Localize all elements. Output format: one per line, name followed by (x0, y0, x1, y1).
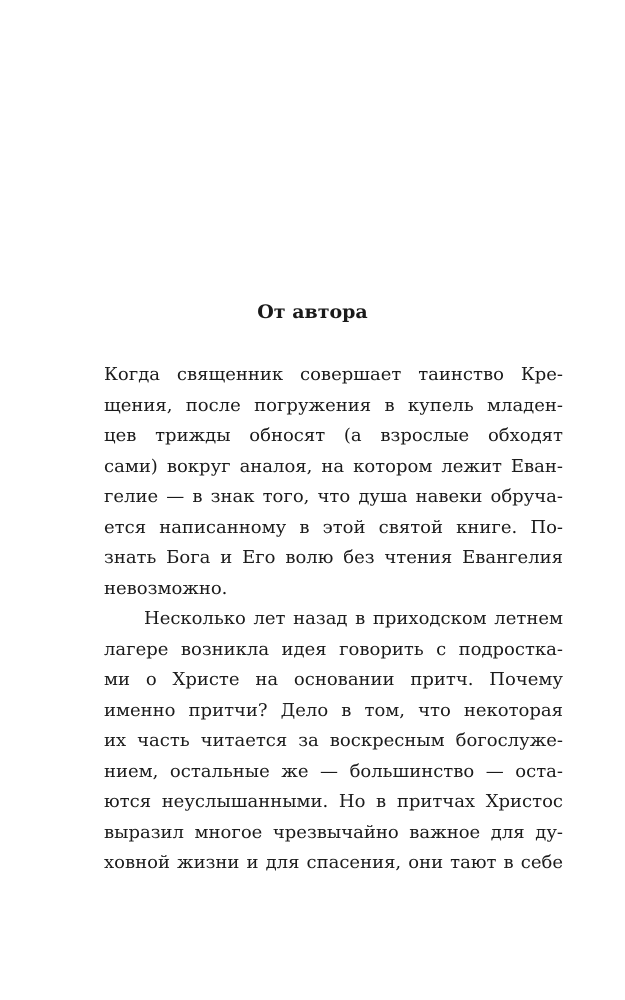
text-line: именно притчи? Дело в том, что некоторая (104, 699, 563, 721)
text-line: Когда священник совершает таинство Кре- (104, 364, 563, 385)
text-line: знать Бога и Его волю без чтения Евангелия (104, 547, 563, 568)
text-line: нием, остальные же — большинство — оста- (104, 760, 563, 782)
text-line: сами) вокруг аналоя, на котором лежит Еван- (104, 455, 563, 477)
paragraph-2 (104, 604, 563, 879)
text-line: щения, после погружения в купель младен- (104, 394, 563, 416)
text-line: выразил многое чрезвычайно важное для ду- (104, 821, 563, 843)
text-line: ется написанному в этой святой книге. По- (104, 516, 563, 538)
section-heading: От автора (257, 301, 368, 323)
text-line: Несколько лет назад в приходском летнем (144, 608, 563, 629)
text-line: невозможно. (104, 577, 228, 599)
body-text (104, 360, 563, 879)
text-line: цев трижды обносят (а взрослые обходят (104, 425, 563, 446)
text-line: ми о Христе на основании притч. Почему (104, 669, 563, 690)
text-line: ются неуслышанными. Но в притчах Христос (104, 791, 563, 812)
text-line: лагере возникла идея говорить с подростка- (104, 638, 563, 660)
paragraph-1 (104, 360, 563, 604)
text-line: их часть читается за воскресным богослуже- (104, 730, 563, 751)
text-line: ховной жизни и для спасения, они тают в себе (104, 852, 563, 873)
text-line: гелие — в знак того, что душа навеки обруча- (104, 486, 563, 507)
